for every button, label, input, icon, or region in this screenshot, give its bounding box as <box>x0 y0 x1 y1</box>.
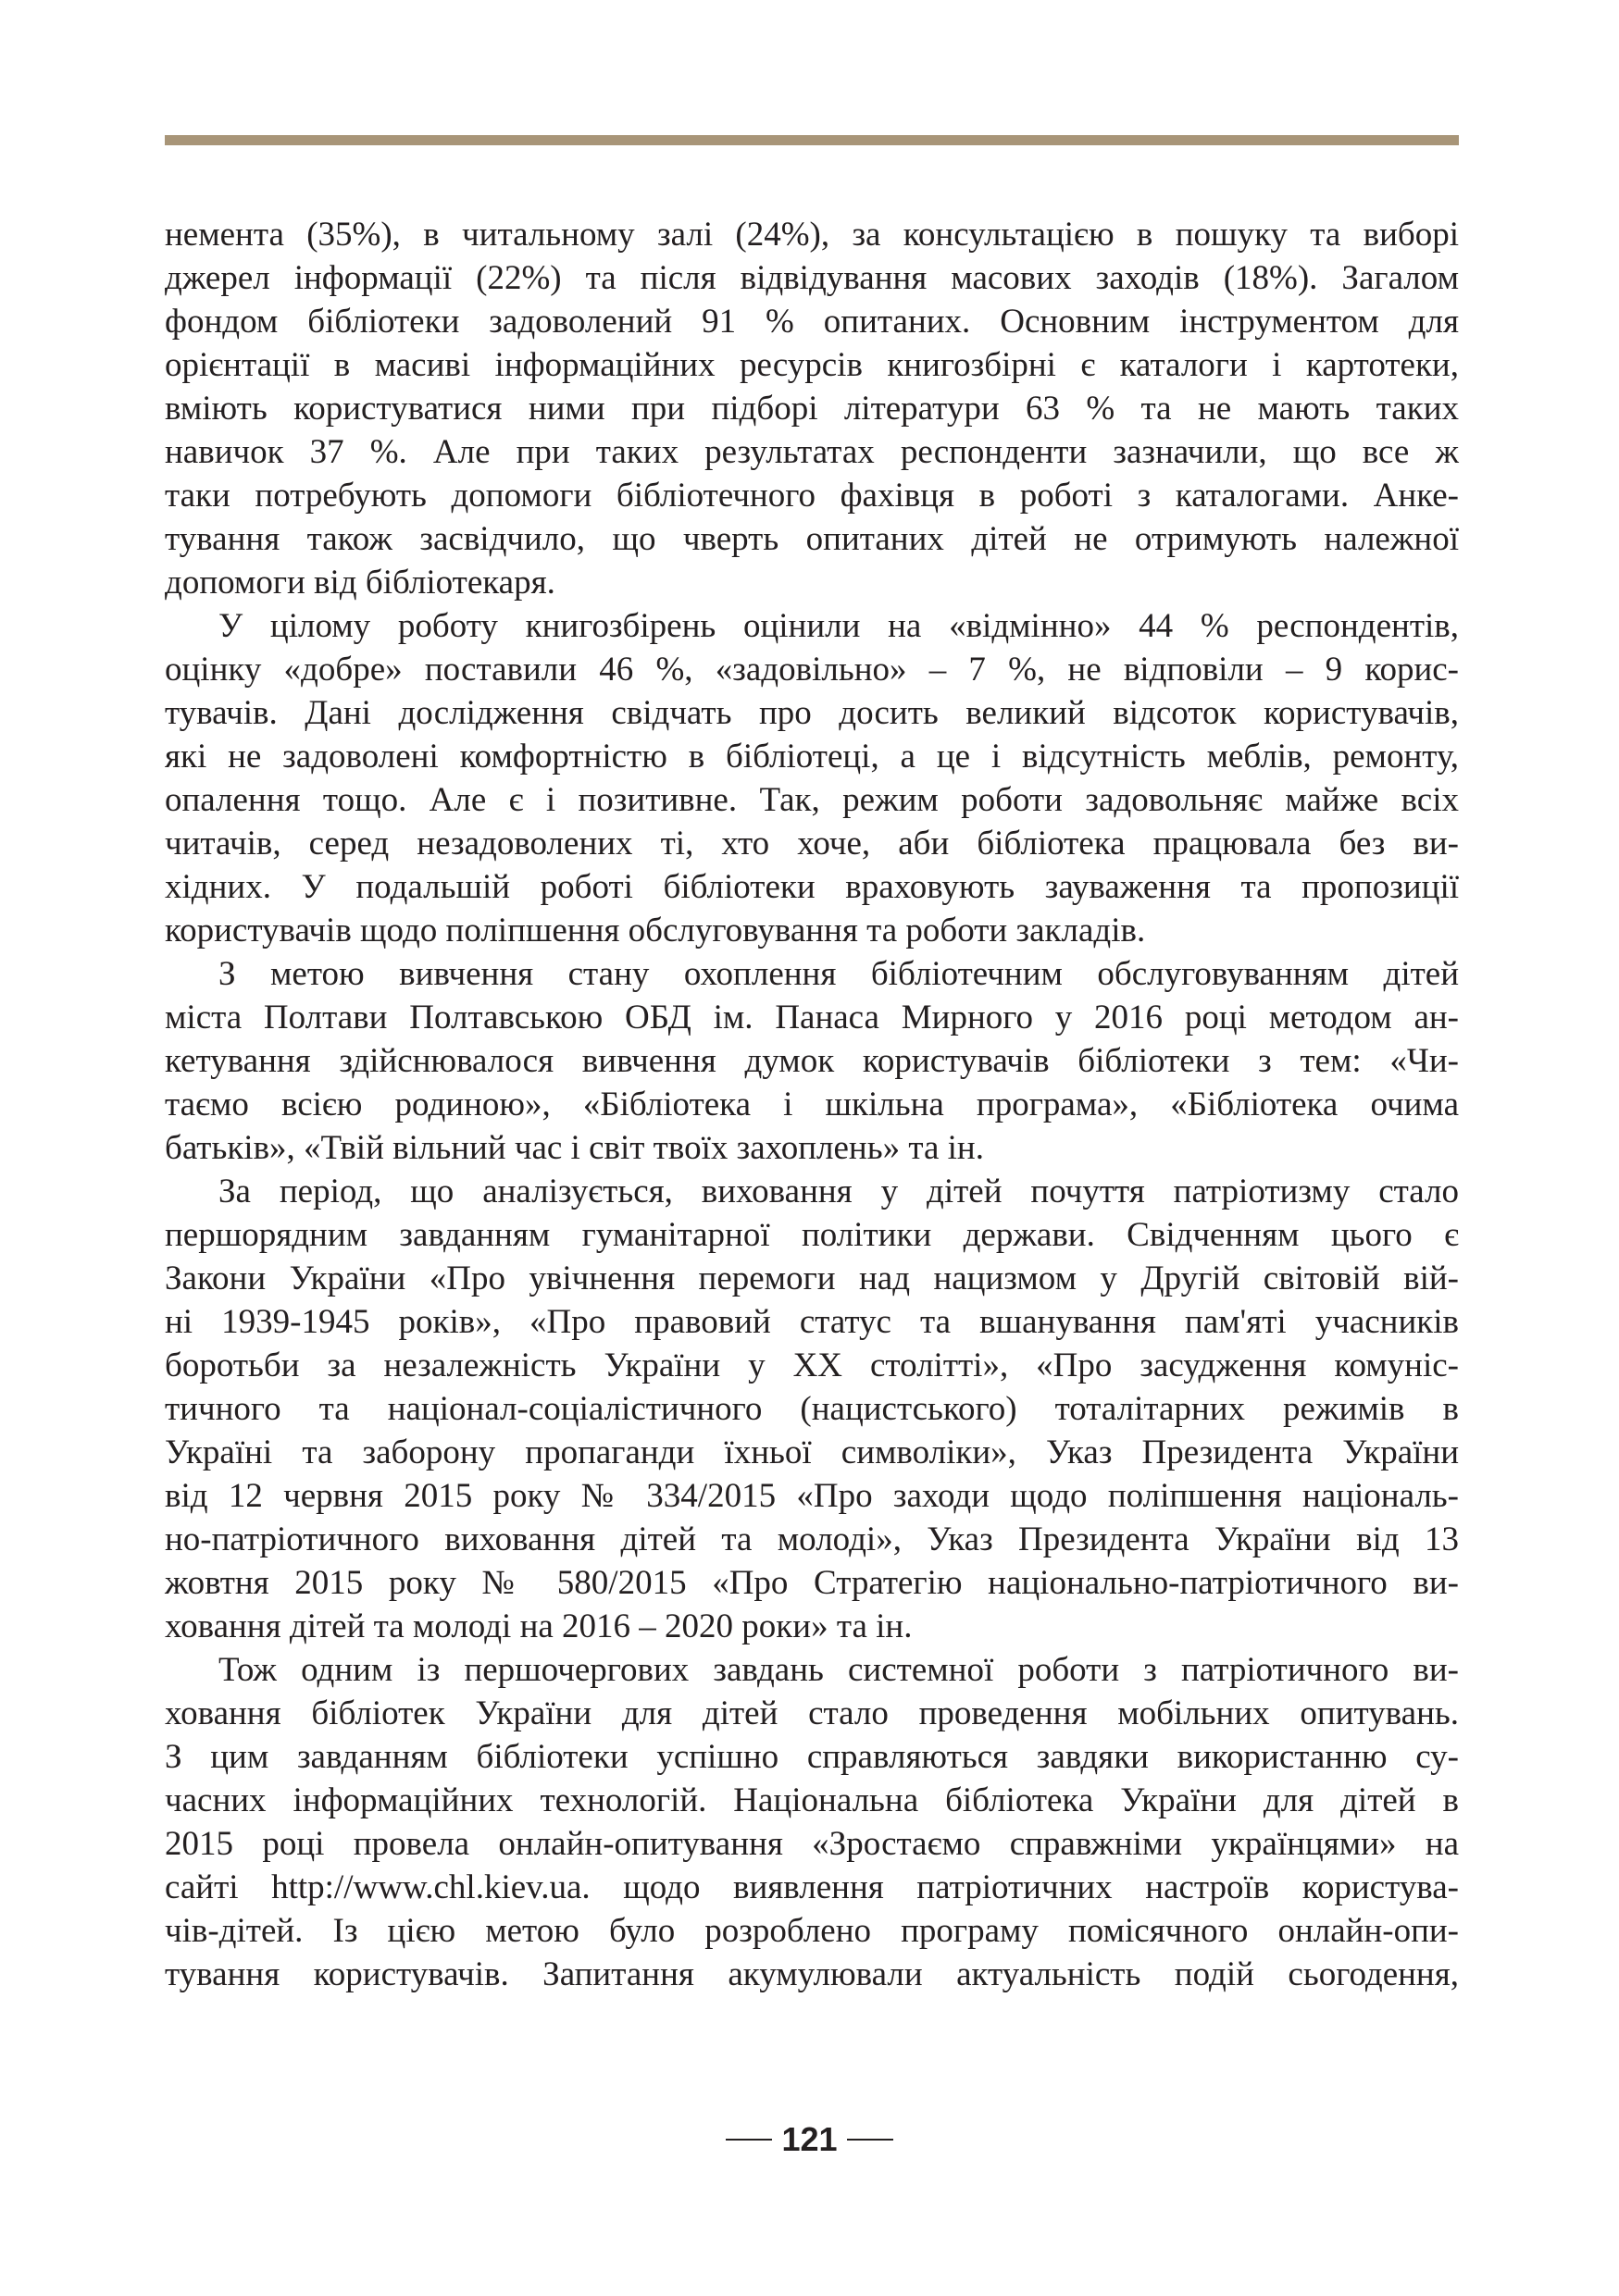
text-line: користувачів щодо поліпшення обслуговування та роботи закладів. <box>165 912 1146 949</box>
text-line: оцінку «добре» поставили 46 %, «задовільно» – 7 %, не відповіли – 9 корис- <box>165 651 1459 689</box>
page-footer <box>0 2117 1619 2162</box>
text-line: таємо всією родиною», «Бібліотека і шкільна програма», «Бібліотека очима <box>165 1086 1459 1123</box>
text-line: жовтня 2015 року № 580/2015 «Про Стратегію національно-патріотичного ви- <box>165 1564 1459 1602</box>
text-line: батьків», «Твій вільний час і світ твоїх захоплень» та ін. <box>165 1129 984 1167</box>
text-line: хідних. У подальшій роботі бібліотеки враховують зауваження та пропозиції <box>165 868 1459 906</box>
page-number: 121 <box>781 2120 838 2158</box>
text-line: боротьби за незалежність України у ХХ столітті», «Про засудження комуніс- <box>165 1347 1459 1384</box>
text-line: немента (35%), в читальному залі (24%), за консультацією в пошуку та виборі <box>165 216 1459 254</box>
text-line: кетування здійснювалося вивчення думок користувачів бібліотеки з тем: «Чи- <box>165 1042 1459 1080</box>
text-line: У цілому роботу книгозбірень оцінили на «відмінно» 44 % респондентів, <box>218 607 1459 645</box>
text-line: таки потребують допомоги бібліотечного фахівця в роботі з каталогами. Анке- <box>165 477 1459 515</box>
text-line: вміють користуватися ними при підборі літератури 63 % та не мають таких <box>165 390 1459 428</box>
text-line: джерел інформації (22%) та після відвідування масових заходів (18%). Загалом <box>165 259 1459 297</box>
footer-left-dash <box>726 2139 772 2141</box>
text-line: часних інформаційних технологій. Національна бібліотека України для дітей в <box>165 1781 1459 1819</box>
text-line: чів-дітей. Із цією метою було розроблено програму помісячного онлайн-опи- <box>165 1912 1459 1950</box>
text-line: які не задоволені комфортністю в бібліотеці, а це і відсутність меблів, ремонту, <box>165 738 1459 776</box>
text-line: З цим завданням бібліотеки успішно справляються завдяки використанню су- <box>165 1738 1459 1776</box>
text-line: читачів, серед незадоволених ті, хто хоче, аби бібліотека працювала без ви- <box>165 825 1459 863</box>
text-line: тувачів. Дані дослідження свідчать про досить великий відсоток користувачів, <box>165 694 1459 732</box>
text-line: ховання бібліотек України для дітей стало проведення мобільних опитувань. <box>165 1694 1459 1732</box>
text-line: З метою вивчення стану охоплення бібліотечним обслуговуванням дітей <box>218 955 1459 993</box>
text-line: опалення тощо. Але є і позитивне. Так, режим роботи задовольняє майже всіх <box>165 781 1459 819</box>
page-body-text <box>165 213 1459 1996</box>
text-line: тування користувачів. Запитання акумулювали актуальність подій сьогодення, <box>165 1955 1459 1993</box>
text-line: міста Полтави Полтавською ОБД ім. Панаса Мирного у 2016 році методом ан- <box>165 999 1459 1036</box>
footer-right-dash <box>847 2139 893 2141</box>
text-line: 2015 році провела онлайн-опитування «Зростаємо справжніми українцями» на <box>165 1825 1459 1863</box>
text-line: від 12 червня 2015 року № 334/2015 «Про заходи щодо поліпшення національ- <box>165 1477 1459 1515</box>
text-line: тичного та націонал-соціалістичного (нацистського) тоталітарних режимів в <box>165 1390 1459 1428</box>
text-line: Закони України «Про увічнення перемоги над нацизмом у Другій світовій вій- <box>165 1260 1459 1297</box>
text-line: но-патріотичного виховання дітей та молоді», Указ Президента України від 13 <box>165 1520 1459 1558</box>
text-line: навичок 37 %. Але при таких результатах респонденти зазначили, що все ж <box>165 433 1459 471</box>
text-line: Україні та заборону пропаганди їхньої символіки», Указ Президента України <box>165 1433 1459 1471</box>
text-line: ховання дітей та молоді на 2016 – 2020 роки» та ін. <box>165 1607 913 1645</box>
text-line: орієнтації в масиві інформаційних ресурсів книгозбірні є каталоги і картотеки, <box>165 346 1459 384</box>
text-line: фондом бібліотеки задоволений 91 % опитаних. Основним інструментом для <box>165 303 1459 341</box>
text-line: першорядним завданням гуманітарної політики держави. Свідченням цього є <box>165 1216 1459 1254</box>
text-line: ні 1939-1945 років», «Про правовий статус та вшанування пам'яті учасників <box>165 1303 1459 1341</box>
text-line: допомоги від бібліотекаря. <box>165 564 555 602</box>
text-line: Тож одним із першочергових завдань системної роботи з патріотичного ви- <box>218 1651 1459 1689</box>
top-decorative-rule <box>165 135 1459 145</box>
text-line: сайті http://www.chl.kiev.ua. щодо виявлення патріотичних настроїв користува- <box>165 1868 1459 1906</box>
text-line: За період, що аналізується, виховання у дітей почуття патріотизму стало <box>218 1173 1459 1210</box>
text-line: тування також засвідчило, що чверть опитаних дітей не отримують належної <box>165 520 1459 558</box>
